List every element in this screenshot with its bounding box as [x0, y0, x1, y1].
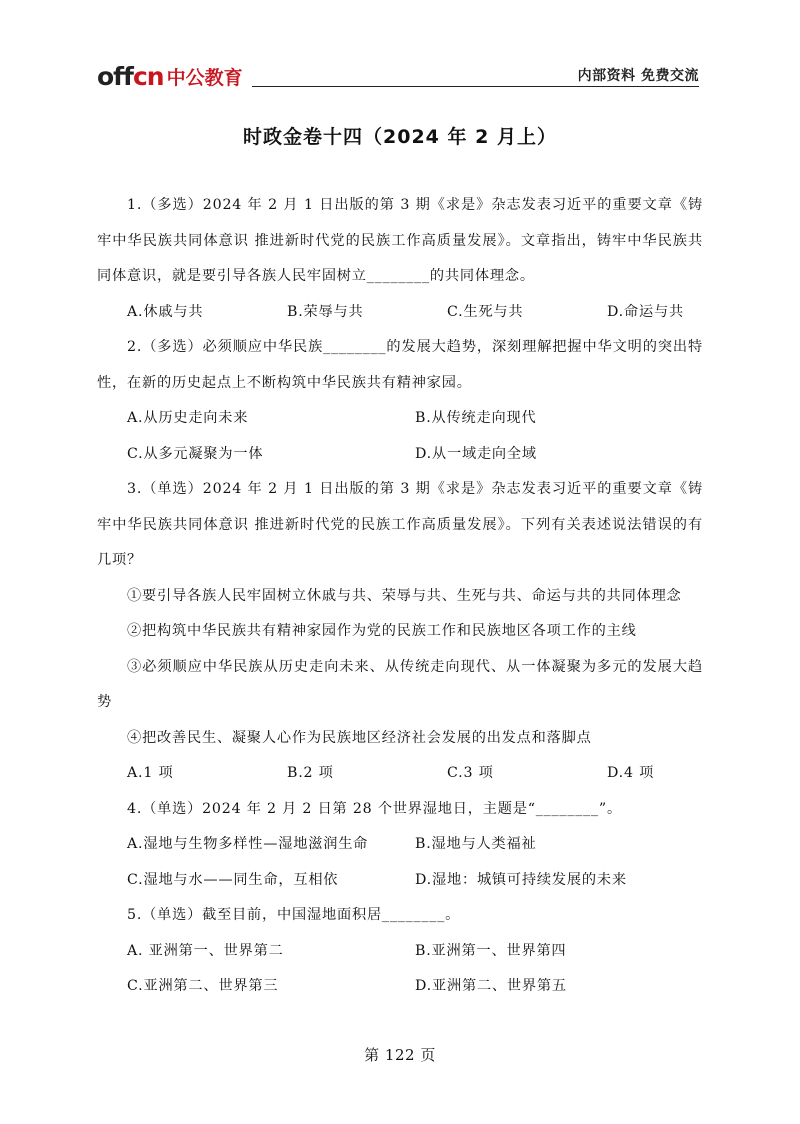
- header-divider: [252, 86, 699, 87]
- option-a: A.从历史走向未来: [127, 410, 249, 426]
- option-b: B.荣辱与共: [287, 303, 364, 320]
- question-5-options-row-2: [97, 969, 703, 1005]
- question-5-stem: 5.（单选）截至目前，中国湿地面积居________。: [127, 907, 461, 923]
- option-d: D.亚洲第二、世界第五: [415, 978, 567, 994]
- option-b: B.从传统走向现代: [415, 410, 537, 426]
- logo-chinese: 中公教育: [166, 67, 243, 89]
- option-a: A. 亚洲第一、世界第二: [127, 942, 284, 959]
- option-a: A.湿地与生物多样性—湿地滋润生命: [127, 836, 369, 852]
- option-c: C.生死与共: [447, 303, 524, 320]
- header-note: 内部资料 免费交流: [577, 68, 699, 84]
- option-c: C.从多元凝聚为一体: [127, 445, 264, 462]
- offcn-logo: [97, 60, 243, 90]
- option-d: D.从一域走向全域: [415, 445, 537, 462]
- question-list: [97, 188, 703, 1005]
- question-3-stem: 3.（单选）2024 年 2 月 1 日出版的第 3 期《求是》杂志发表习近平的重要文章《铸牢中华民族共同体意识 推进新时代党的民族工作高质量发展》。下列有关表述说法错误的有几项？: [97, 481, 703, 568]
- question-5-options-row-1: [97, 934, 703, 970]
- option-a: A.1 项: [127, 765, 174, 781]
- option-d: D.湿地：城镇可持续发展的未来: [415, 871, 627, 888]
- option-d: D.命运与共: [607, 303, 684, 320]
- question-2-options-row-1: [97, 401, 703, 437]
- page-title: 时政金卷十四（2024 年 2 月上）: [243, 126, 557, 148]
- question-1-options: [97, 295, 703, 331]
- option-c: C.湿地与水——同生命，互相依: [127, 871, 339, 888]
- question-4-stem: 4.（单选）2024 年 2 月 2 日第 28 个世界湿地日，主题是“________”。: [127, 800, 622, 817]
- question-4-options-row-1: [97, 827, 703, 863]
- question-1-stem: 1.（多选）2024 年 2 月 1 日出版的第 3 期《求是》杂志发表习近平的重要文章《铸牢中华民族共同体意识 推进新时代党的民族工作高质量发展》。文章指出，铸牢中华民族共同体意识，就是要引导各族人民牢固树立________的共同体理念。: [97, 197, 703, 284]
- option-b: B.亚洲第一、世界第四: [415, 942, 567, 959]
- question-3-statement-3: ③必须顺应中华民族从历史走向未来、从传统走向现代、从一体凝聚为多元的发展大趋势: [97, 658, 703, 710]
- question-3-options: [97, 756, 703, 792]
- option-d: D.4 项: [607, 765, 655, 781]
- question-2-options-row-2: [97, 437, 703, 473]
- question-3-statement-4: ④把改善民生、凝聚人心作为民族地区经济社会发展的出发点和落脚点: [127, 729, 592, 746]
- page-number: 第 122 页: [364, 1046, 436, 1064]
- option-a: A.休戚与共: [127, 303, 204, 320]
- question-3-statement-1: ①要引导各族人民牢固树立休戚与共、荣辱与共、生死与共、命运与共的共同体理念: [127, 587, 682, 604]
- option-c: C.3 项: [447, 765, 494, 781]
- question-3-statement-2: ②把构筑中华民族共有精神家园作为党的民族工作和民族地区各项工作的主线: [127, 623, 637, 639]
- page-header: [97, 60, 699, 90]
- question-4-options-row-2: [97, 863, 703, 899]
- logo-english: offcn: [97, 62, 164, 91]
- option-b: B.湿地与人类福祉: [415, 836, 537, 852]
- option-c: C.亚洲第二、世界第三: [127, 978, 279, 994]
- option-b: B.2 项: [287, 765, 334, 781]
- question-2-stem: 2.（多选）必须顺应中华民族________的发展大趋势，深刻理解把握中华文明的突出特性，在新的历史起点上不断构筑中华民族共有精神家园。: [97, 339, 703, 391]
